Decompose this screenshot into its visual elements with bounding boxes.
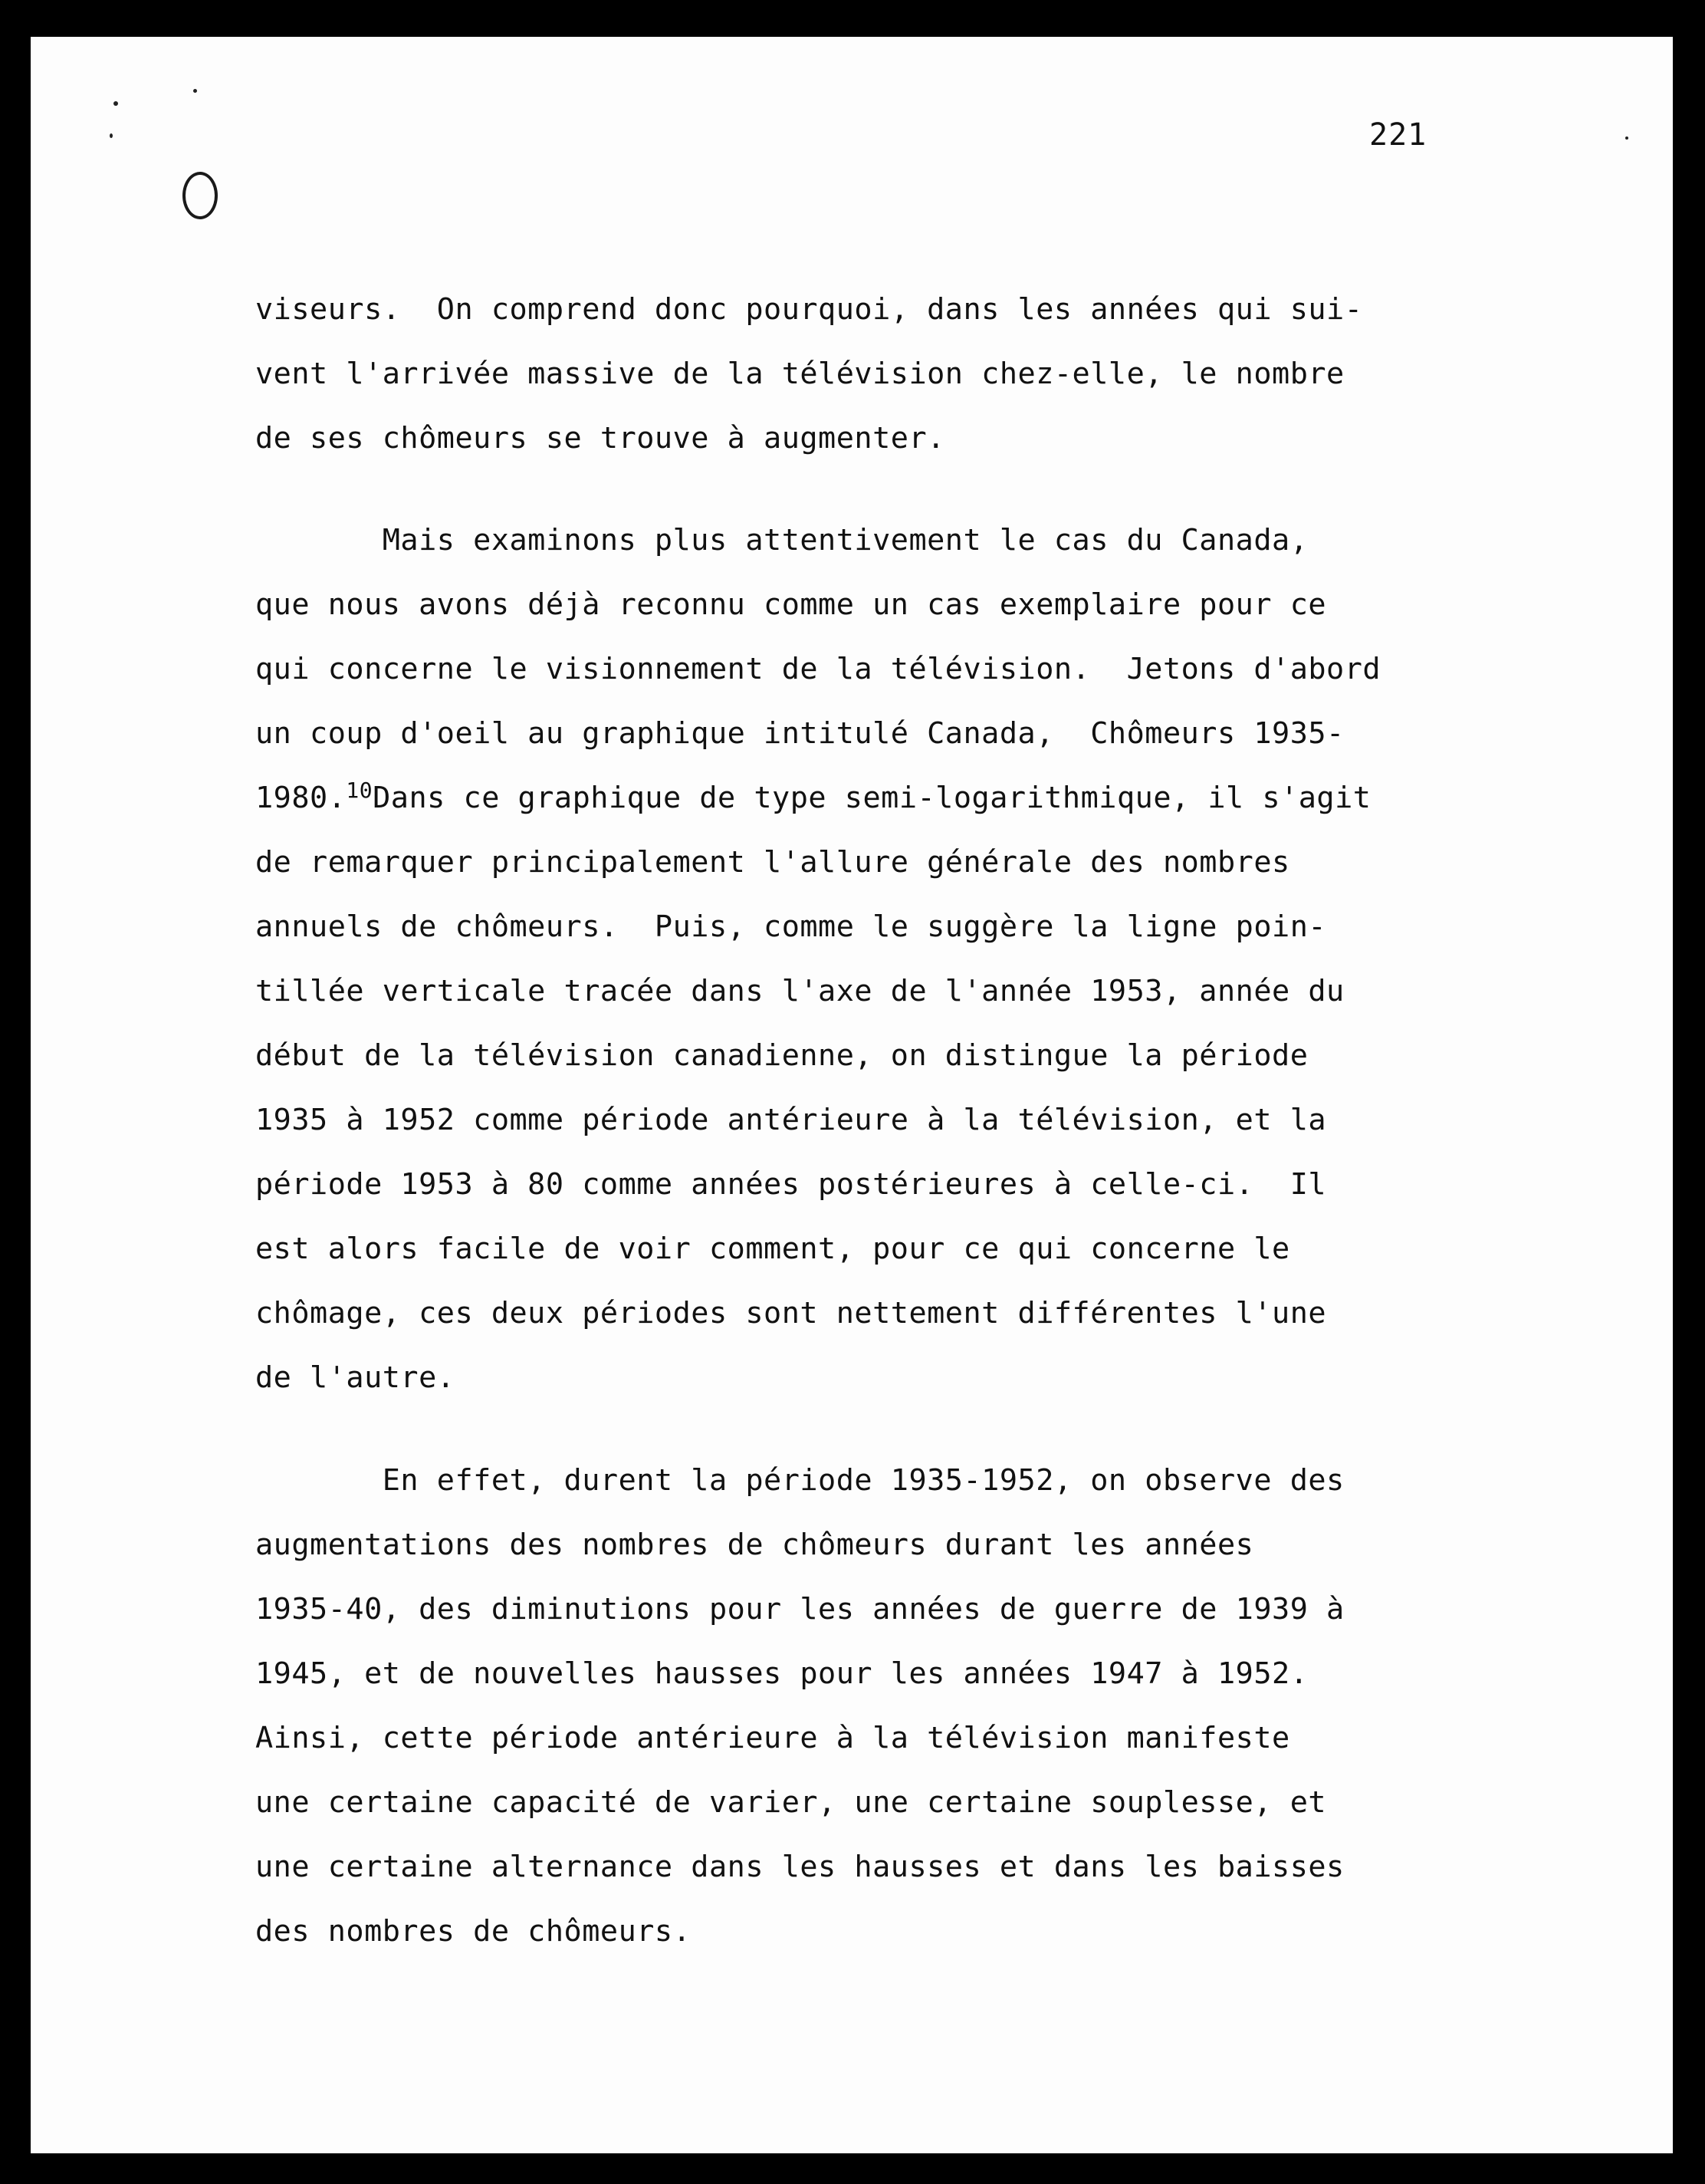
- year-text: 1980.: [255, 781, 347, 815]
- text-line: période 1953 à 80 comme années postérieures à celle-ci. Il: [255, 1167, 1327, 1202]
- text-line: En effet, durent la période 1935-1952, on observe des: [255, 1463, 1345, 1498]
- scan-speck: [1625, 136, 1628, 140]
- text-line: vent l'arrivée massive de la télévision chez-elle, le nombre: [255, 357, 1345, 391]
- line-remainder: Dans ce graphique de type semi-logarithmique, il s'agit: [373, 781, 1372, 815]
- text-line: Mais examinons plus attentivement le cas du Canada,: [255, 523, 1309, 558]
- text-line: 1945, et de nouvelles hausses pour les années 1947 à 1952.: [255, 1656, 1309, 1691]
- footnote-reference: 10: [346, 778, 373, 803]
- text-line: un coup d'oeil au graphique intitulé Canada, Chômeurs 1935-: [255, 716, 1345, 751]
- text-line: début de la télévision canadienne, on distingue la période: [255, 1038, 1309, 1073]
- text-line: est alors facile de voir comment, pour ce qui concerne le: [255, 1232, 1290, 1266]
- text-line: 1935 à 1952 comme période antérieure à la télévision, et la: [255, 1103, 1327, 1137]
- text-line: [255, 778, 1372, 815]
- punch-hole-mark: [182, 172, 218, 219]
- text-line: qui concerne le visionnement de la télévision. Jetons d'abord: [255, 652, 1381, 686]
- scanned-page: [31, 37, 1673, 2153]
- text-line: une certaine capacité de varier, une certaine souplesse, et: [255, 1785, 1327, 1820]
- text-line: de l'autre.: [255, 1360, 455, 1395]
- text-line: de remarquer principalement l'allure générale des nombres: [255, 845, 1290, 880]
- text-line: annuels de chômeurs. Puis, comme le suggère la ligne poin-: [255, 909, 1327, 944]
- text-line: chômage, ces deux périodes sont nettement différentes l'une: [255, 1296, 1327, 1330]
- scan-speck: [193, 89, 197, 93]
- text-line: des nombres de chômeurs.: [255, 1914, 692, 1949]
- scan-speck: [110, 133, 113, 138]
- text-line: 1935-40, des diminutions pour les années de guerre de 1939 à: [255, 1592, 1345, 1626]
- text-line: augmentations des nombres de chômeurs durant les années: [255, 1528, 1254, 1562]
- text-line: viseurs. On comprend donc pourquoi, dans les années qui sui-: [255, 292, 1363, 327]
- text-line: de ses chômeurs se trouve à augmenter.: [255, 421, 945, 456]
- text-line: tillée verticale tracée dans l'axe de l'année 1953, année du: [255, 974, 1345, 1008]
- scan-speck: [113, 101, 118, 106]
- text-line: Ainsi, cette période antérieure à la télévision manifeste: [255, 1721, 1290, 1755]
- text-line: une certaine alternance dans les hausses et dans les baisses: [255, 1850, 1345, 1884]
- text-line: que nous avons déjà reconnu comme un cas exemplaire pour ce: [255, 587, 1327, 622]
- page-number: 221: [1369, 117, 1427, 153]
